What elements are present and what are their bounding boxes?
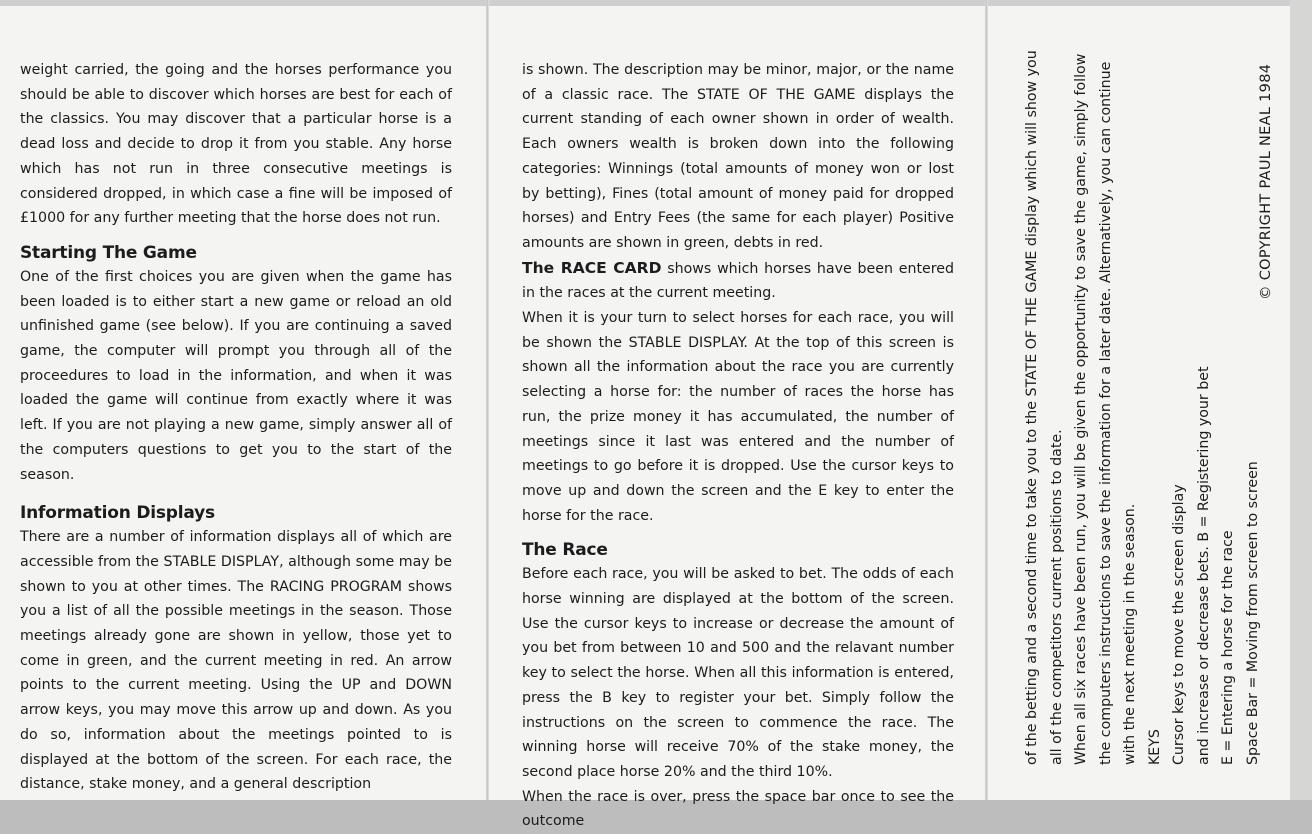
stable-paragraph: When it is your turn to select horses for each race, you will be shown the STABLE DISPLAY. At the top of this screen is shown all the information about the race you are currently selecting a horse for: the number of races the horse has run, the prize money it has accumulated, the number of meetings since it last was entered and the number of meetings to go before it is dropped. Use the cursor keys to move up and down the screen and the E key to enter the horse for the race. <box>522 310 954 524</box>
paper-right-edge <box>1290 0 1312 800</box>
page-fold-1 <box>486 0 489 800</box>
racecard-lead: The RACE CARD <box>522 258 662 277</box>
race-paragraph: Before each race, you will be asked to bet. The odds of each horse winning are displayed at the bottom of the screen. Use the cursor keys to increase or decrease the amount of you bet from between 10 and 500 and the relavant number key to select the horse. When all this information is entered, press the B key to register your bet. Simply follow the instructions on the screen to commence the race. The winning horse will receive 70% of the stake money, the second place horse 20% and the third 10%. <box>522 566 954 780</box>
starting-paragraph: One of the first choices you are given when the game has been loaded is to either start a new game or reload an old unfinished game (see below). If you are continuing a saved game, the computer will prompt you through all of the proceedures to load in the information, and when it was loaded the game will continue from exactly where it was left. If you are not playing a new game, simply answer all of the computers questions to get you to the start of the season. <box>20 268 452 483</box>
paper-top-edge <box>0 0 1312 6</box>
key-line: Cursor keys to move the screen display <box>1171 484 1187 765</box>
racecard-paragraph <box>522 256 954 306</box>
key-line: E = Entering a horse for the race <box>1220 530 1236 765</box>
column-left <box>20 58 452 797</box>
save-paragraph: When all six races have been run, you will be given the opportunity to save the game, simply follow the computers instructions to save the information for a later date. Alternatively, you can continue with the next meeting in the season. <box>1073 53 1138 765</box>
racecard-rest: shows which horses have been entered in the races at the current meeting. <box>522 260 954 302</box>
keys-heading: KEYS <box>1146 729 1163 765</box>
key-line: and increase or decrease bets. B = Registering your bet <box>1195 366 1212 765</box>
race-heading: The Race <box>522 540 608 561</box>
page-fold-2 <box>985 0 988 800</box>
column-right-rotated <box>1020 45 1280 765</box>
intro-paragraph: weight carried, the going and the horses performance you should be able to discover which horses are best for each of the classics. You may discover that a particular horse is a dead loss and decide to drop it from you stable. Any horse which has not run in three consecutive meetings is considered dropped, in which case a fine will be imposed of £1000 for any further meeting that the horse does not run. <box>20 62 452 227</box>
race-end-paragraph: When the race is over, press the space bar once to see the outcome <box>522 788 954 830</box>
copyright-notice: © COPYRIGHT PAUL NEAL 1984 <box>1258 63 1274 300</box>
betting-paragraph: of the betting and a second time to take you to the STATE OF THE GAME display which will show you all of the competitors current positions to date. <box>1024 50 1065 765</box>
state-paragraph: is shown. The description may be minor, major, or the name of a classic race. The STATE OF THE GAME displays the current standing of each owner shown in order of wealth. Each owners wealth is broken down into the following categories: Winnings (total amounts of money won or lost by betting), Fines (total amount of money paid for dropped horses) and Entry Fees (the same for each player) Positive amounts are shown in green, debts in red. <box>522 62 954 251</box>
key-line: Space Bar = Moving from screen to screen <box>1244 461 1261 765</box>
info-heading: Information Displays <box>20 503 215 524</box>
starting-heading: Starting The Game <box>20 242 197 263</box>
column-middle <box>522 58 954 834</box>
info-paragraph: There are a number of information displays all of which are accessible from the STABLE DISPLAY, although some may be shown to you at other times. The RACING PROGRAM shows you a list of all the possible meetings in the season. Those meetings already gone are shown in yellow, those yet to come in green, and the current meeting in red. An arrow points to the current meeting. Using the UP and DOWN arrow keys, you may move this arrow up and down. As you do so, information about the meetings pointed to is displayed at the bottom of the screen. For each race, the distance, stake money, and a general description <box>20 529 452 793</box>
